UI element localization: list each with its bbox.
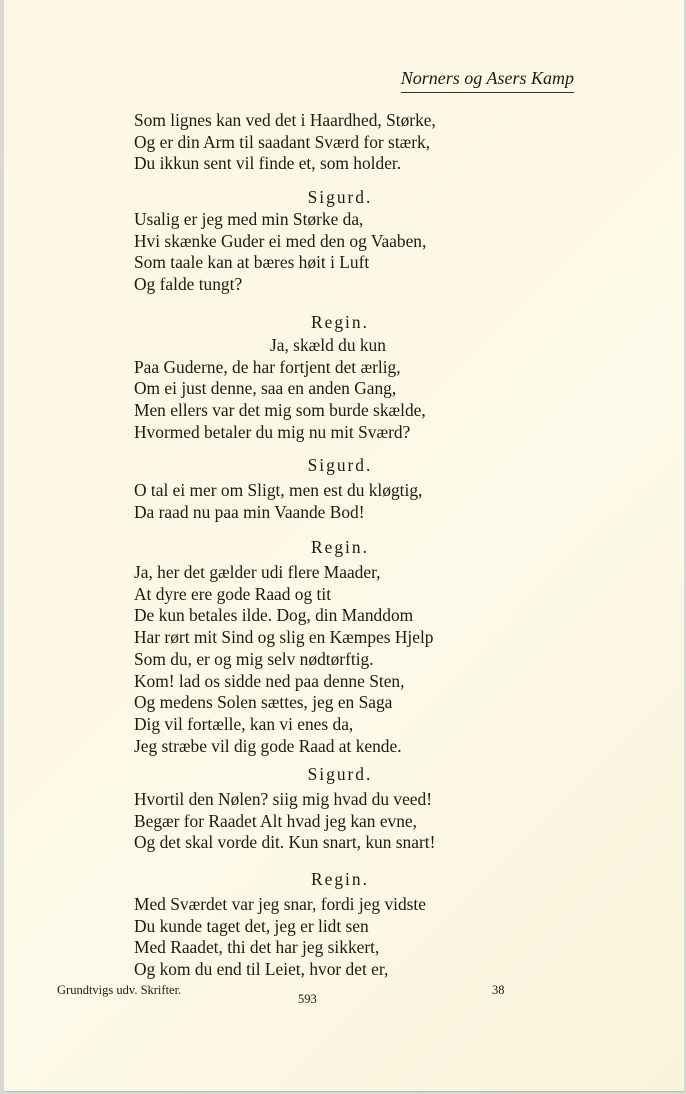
speaker-heading: Regin. bbox=[311, 537, 369, 557]
footer-signature: Grundtvigs udv. Skrifter. bbox=[57, 983, 182, 997]
verse-line: Ja, her det gælder udi flere Maader, bbox=[134, 562, 381, 582]
stanza bbox=[134, 789, 435, 854]
verse-line: Jeg stræbe vil dig gode Raad at kende. bbox=[134, 735, 402, 756]
verse-line: Har rørt mit Sind og slig en Kæmpes Hjelp bbox=[134, 627, 434, 648]
verse-line: Og er din Arm til saadant Sværd for stærk, bbox=[134, 131, 431, 152]
verse-line: Med Raadet, thi det har jeg sikkert, bbox=[134, 937, 380, 958]
verse-line: Begær for Raadet Alt hvad jeg kan evne, bbox=[134, 810, 417, 831]
speaker-heading: Sigurd. bbox=[307, 764, 373, 784]
verse-line: Kom! lad os sidde ned paa denne Sten, bbox=[134, 670, 405, 691]
stanza bbox=[134, 480, 422, 523]
verse-line: Hvortil den Nølen? siig mig hvad du veed! bbox=[134, 789, 432, 809]
verse-line: Hvi skænke Guder ei med den og Vaaben, bbox=[134, 230, 427, 251]
verse-line: Da raad nu paa min Vaande Bod! bbox=[134, 501, 365, 522]
verse-line: Dig vil fortælle, kan vi enes da, bbox=[134, 713, 354, 734]
verse-line: Du ikkun sent vil finde et, som holder. bbox=[134, 153, 402, 174]
stanza bbox=[134, 209, 426, 296]
verse-line: O tal ei mer om Sligt, men est du kløgtig, bbox=[134, 480, 423, 500]
verse-line: Men ellers var det mig som burde skælde, bbox=[134, 400, 426, 421]
verse-line: Og kom du end til Leiet, hvor det er, bbox=[134, 959, 389, 980]
verse-line: Ja, skæld du kun bbox=[270, 335, 386, 355]
speaker-heading: Sigurd. bbox=[307, 187, 373, 207]
verse-line: Du kunde taget det, jeg er lidt sen bbox=[134, 915, 369, 936]
verse-line: Usalig er jeg med min Størke da, bbox=[134, 209, 364, 229]
stanza bbox=[134, 894, 426, 981]
page-number: 593 bbox=[298, 992, 317, 1006]
verse-line: Og falde tungt? bbox=[134, 274, 243, 295]
book-page bbox=[4, 0, 684, 1092]
verse-line: Paa Guderne, de har fortjent det ærlig, bbox=[134, 356, 401, 377]
verse-line: Hvormed betaler du mig nu mit Sværd? bbox=[134, 421, 411, 442]
verse-line: Og medens Solen sættes, jeg en Saga bbox=[134, 692, 393, 713]
speaker-heading: Regin. bbox=[311, 312, 369, 332]
speaker-heading: Sigurd. bbox=[307, 455, 373, 475]
stanza bbox=[134, 335, 426, 444]
verse-line: At dyre ere gode Raad og tit bbox=[134, 583, 332, 604]
stanza bbox=[134, 110, 436, 175]
verse-line: Og det skal vorde dit. Kun snart, kun snart! bbox=[134, 832, 436, 853]
sheet-number: 38 bbox=[492, 983, 505, 997]
running-title: Norners og Asers Kamp bbox=[401, 68, 574, 93]
verse-line: Som lignes kan ved det i Haardhed, Størke, bbox=[134, 110, 436, 130]
stanza bbox=[134, 562, 433, 757]
verse-line: De kun betales ilde. Dog, din Manddom bbox=[134, 605, 414, 626]
verse-line: Som taale kan at bæres høit i Luft bbox=[134, 252, 370, 273]
speaker-heading: Regin. bbox=[311, 869, 369, 889]
verse-line: Som du, er og mig selv nødtørftig. bbox=[134, 648, 374, 669]
verse-line: Om ei just denne, saa en anden Gang, bbox=[134, 378, 397, 399]
verse-line: Med Sværdet var jeg snar, fordi jeg vidste bbox=[134, 894, 426, 914]
